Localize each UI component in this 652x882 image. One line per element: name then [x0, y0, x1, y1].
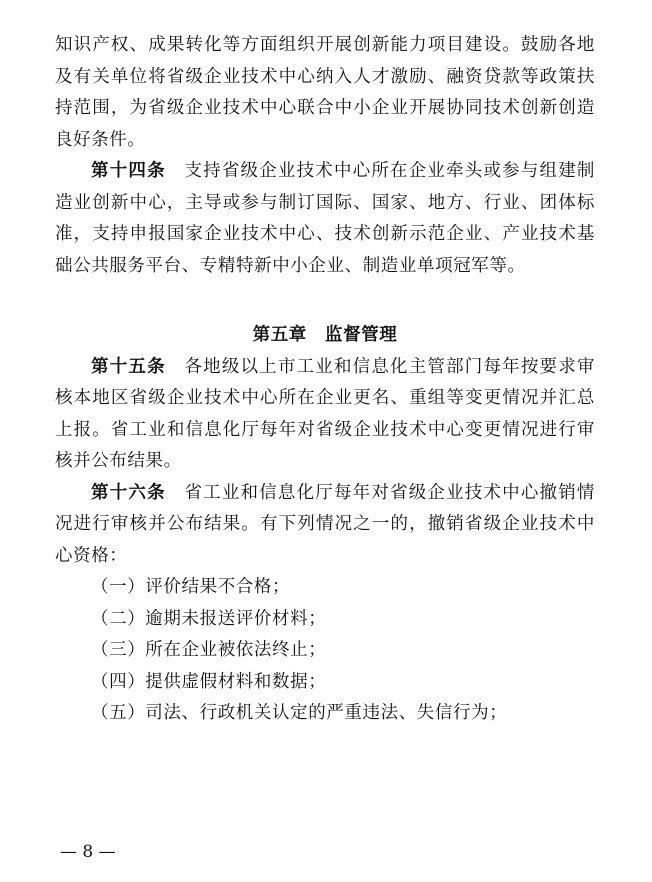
- list-item-4: （四）提供虚假材料和数据；: [91, 671, 327, 692]
- page-number: — 8 —: [60, 842, 116, 862]
- article-15-label: 第十五条: [91, 356, 166, 377]
- article-15-text: 各地级以上市工业和信息化主管部门每年按要求审核本地区省级企业技术中心所在企业更名、重组等变更情况并汇总上报。省工业和信息化厅每年对省级企业技术中心变更情况进行审核并公布结果。: [55, 356, 596, 471]
- paragraph-text: 知识产权、成果转化等方面组织开展创新能力项目建设。鼓励各地及有关单位将省级企业技术中心纳入人才激励、融资贷款等政策扶持范围，为省级企业技术中心联合中小企业开展协同技术创新创造良好条件。: [55, 35, 595, 150]
- list-item-5: （五）司法、行政机关认定的严重违法、失信行为；: [91, 703, 508, 723]
- list-item-3: （三）所在企业被依法终止；: [91, 640, 327, 660]
- list-item-2: （二）逾期未报送评价材料；: [91, 608, 327, 629]
- article-16-label: 第十六条: [91, 482, 166, 503]
- document-body: [55, 30, 595, 730]
- spacer: [55, 282, 595, 292]
- article-14-text: 支持省级企业技术中心所在企业牵头或参与组建制造业创新中心，主导或参与制订国际、国家、地方、行业、团体标准，支持申报国家企业技术中心、技术创新示范企业、产业技术基础公共服务平台、专精特新中小企业、制造业单项冠军等。: [55, 161, 596, 276]
- article-14-label: 第十四条: [91, 161, 166, 181]
- article-15: [55, 352, 595, 478]
- list-item-1: （一）评价结果不合格；: [91, 577, 291, 597]
- paragraph-continuation: [55, 30, 595, 156]
- article-16-text: 省工业和信息化厅每年对省级企业技术中心撤销情况进行审核并公布结果。有下列情况之一的，撤销省级企业技术中心资格：: [55, 482, 596, 566]
- article-14: [55, 156, 595, 282]
- chapter-title: 第五章 监督管理: [252, 325, 398, 345]
- article-16: [55, 478, 595, 573]
